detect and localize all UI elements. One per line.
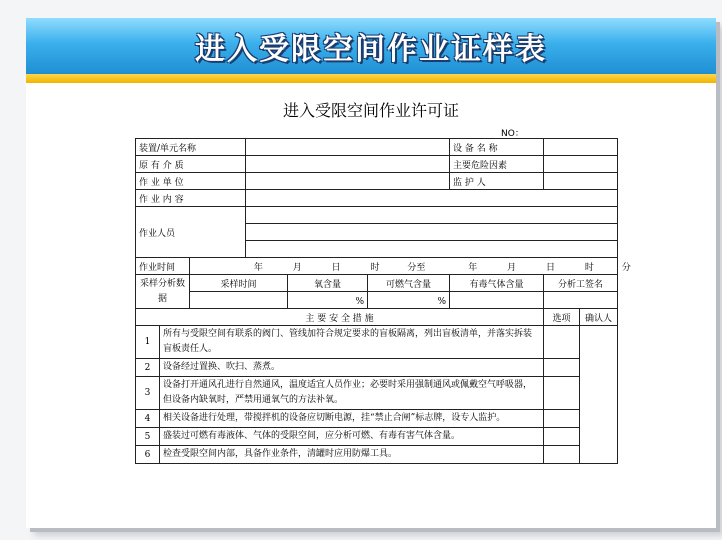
sampling-label: 采样分析数据 <box>136 275 190 309</box>
measure-number: 4 <box>136 410 160 428</box>
measure-number: 2 <box>136 359 160 377</box>
document-title: 进入受限空间作业许可证 <box>282 101 459 120</box>
measure-confirm-signature[interactable] <box>580 326 618 464</box>
sampling-time-value[interactable] <box>190 292 288 309</box>
form-row-work-time <box>136 258 618 275</box>
workers-value-line[interactable] <box>246 224 618 241</box>
analyst-signature-value[interactable] <box>544 292 618 309</box>
guardian-label: 监 护 人 <box>450 173 544 190</box>
time-day-end: 日 <box>546 262 556 273</box>
form-row-work-content <box>136 190 618 207</box>
work-unit-value[interactable] <box>246 173 450 190</box>
flammable-value[interactable] <box>368 292 450 309</box>
form-row-work-unit <box>136 173 618 190</box>
device-value[interactable] <box>246 139 450 156</box>
toxic-value[interactable] <box>450 292 544 309</box>
time-year-end: 年 <box>468 262 478 273</box>
banner-title: 进入受限空间作业证样表 <box>195 32 547 67</box>
measure-text: 所有与受限空间有联系的阀门、管线加符合规定要求的盲板隔离，列出盲板清单，并落实拆装盲板责任人。 <box>160 326 544 359</box>
main-hazards-value[interactable] <box>544 156 618 173</box>
measure-text: 相关设备进行处理，带搅拌机的设备应切断电源，挂“禁止合闸”标志牌，设专人监护。 <box>160 410 544 428</box>
guardian-value[interactable] <box>544 173 618 190</box>
workers-value-line[interactable] <box>246 241 618 258</box>
form-row-sampling-header <box>136 275 618 292</box>
time-month-end: 月 <box>507 262 517 273</box>
sampling-header-toxic: 有毒气体含量 <box>450 275 544 292</box>
equipment-name-value[interactable] <box>544 139 618 156</box>
time-minute-to: 分至 <box>407 262 426 273</box>
measure-option[interactable] <box>544 428 580 446</box>
measure-row <box>136 377 618 410</box>
time-hour-end: 时 <box>584 262 594 273</box>
workers-value-line[interactable] <box>246 207 618 224</box>
measure-number: 5 <box>136 428 160 446</box>
time-hour: 时 <box>370 262 380 273</box>
equipment-name-label: 设 备 名 称 <box>450 139 544 156</box>
original-medium-value[interactable] <box>246 156 450 173</box>
form-row-medium <box>136 156 618 173</box>
sampling-header-oxygen: 氧含量 <box>288 275 368 292</box>
measure-row <box>136 428 618 446</box>
measure-row <box>136 410 618 428</box>
measure-row <box>136 359 618 377</box>
oxygen-value[interactable] <box>288 292 368 309</box>
measure-option[interactable] <box>544 326 580 359</box>
option-header: 选项 <box>544 309 580 326</box>
measure-row <box>136 326 618 359</box>
time-year: 年 <box>253 262 263 273</box>
time-minute-end: 分 <box>621 262 631 273</box>
slide <box>26 18 716 528</box>
confirm-header: 确认人 <box>580 309 618 326</box>
sampling-header-flammable: 可燃气含量 <box>368 275 450 292</box>
work-time-label: 作业时间 <box>136 258 190 275</box>
work-time-value[interactable] <box>190 258 631 275</box>
time-day: 日 <box>331 262 341 273</box>
measure-option[interactable] <box>544 359 580 377</box>
time-month: 月 <box>292 262 302 273</box>
main-hazards-label: 主要危险因素 <box>450 156 544 173</box>
measure-text: 盛装过可燃有毒液体、气体的受限空间，应分析可燃、有毒有害气体含量。 <box>160 428 544 446</box>
sampling-header-time: 采样时间 <box>190 275 288 292</box>
measure-option[interactable] <box>544 446 580 464</box>
workers-label: 作业人员 <box>136 207 246 258</box>
sampling-header-analyst: 分析工签名 <box>544 275 618 292</box>
flammable-unit: % <box>437 297 447 307</box>
original-medium-label: 原 有 介 质 <box>136 156 246 173</box>
measure-row <box>136 446 618 464</box>
measure-text: 检查受限空间内部，具备作业条件，清罐时应用防爆工具。 <box>160 446 544 464</box>
work-content-value[interactable] <box>246 190 618 207</box>
oxygen-unit: % <box>355 297 365 307</box>
measure-option[interactable] <box>544 377 580 410</box>
form-row-measures-header <box>136 309 618 326</box>
document-number-label: NO： <box>501 129 524 139</box>
measure-text: 设备经过置换、吹扫、蒸煮。 <box>160 359 544 377</box>
measures-header: 主 要 安 全 措 施 <box>136 309 544 326</box>
measure-text: 设备打开通风孔进行自然通风，温度适宜人员作业；必要时采用强制通风或佩戴空气呼吸器，但设备内缺氧时，严禁用通氧气的方法补氧。 <box>160 377 544 410</box>
measure-number: 3 <box>136 377 160 410</box>
measure-number: 6 <box>136 446 160 464</box>
permit-form-table <box>135 138 631 464</box>
work-unit-label: 作 业 单 位 <box>136 173 246 190</box>
title-banner <box>26 18 716 74</box>
device-label: 装置/单元名称 <box>136 139 246 156</box>
banner-accent-bar <box>26 74 716 83</box>
form-row-workers <box>136 207 618 224</box>
measure-number: 1 <box>136 326 160 359</box>
form-row-device <box>136 139 618 156</box>
work-content-label: 作 业 内 容 <box>136 190 246 207</box>
measure-option[interactable] <box>544 410 580 428</box>
